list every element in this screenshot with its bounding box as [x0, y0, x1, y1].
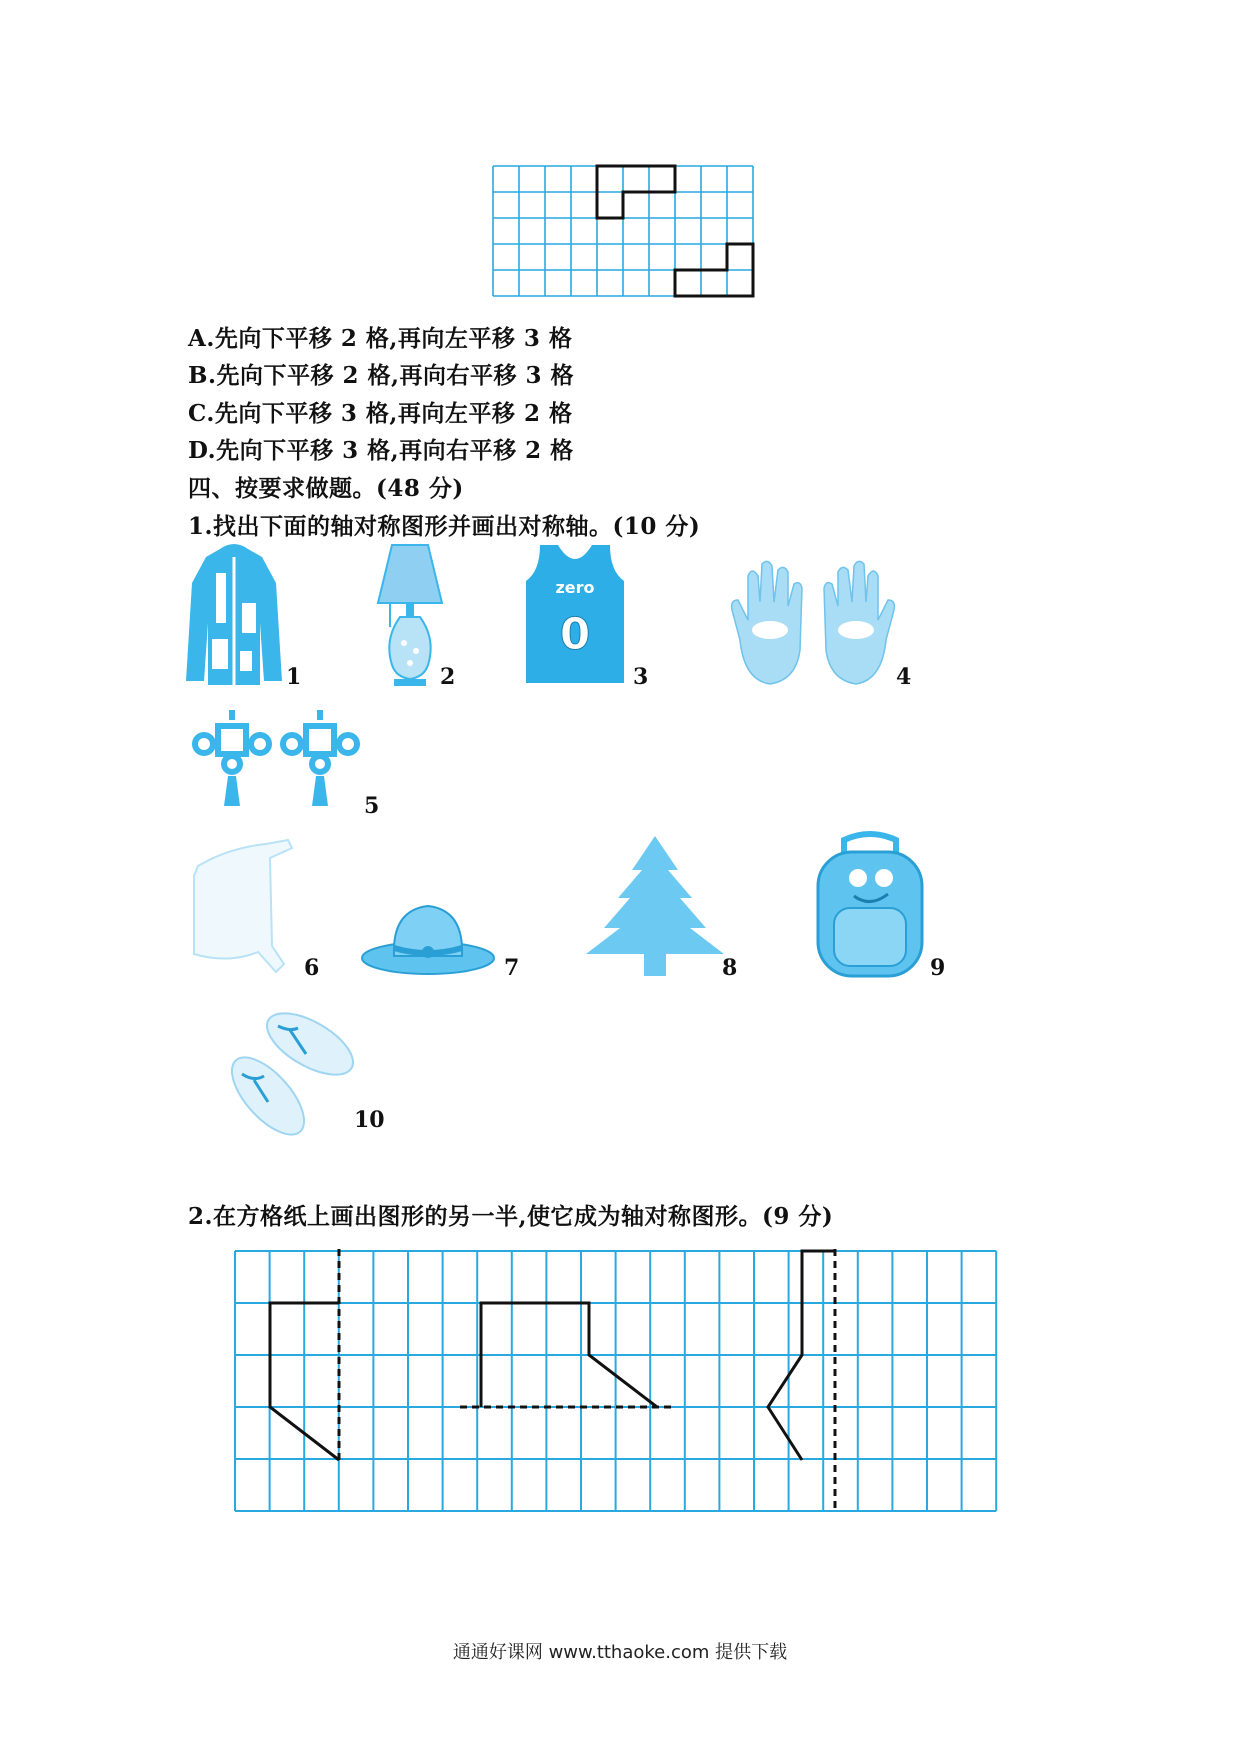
option-d[interactable]: D.先向下平移 3 格,再向右平移 2 格 — [188, 437, 574, 464]
option-a[interactable]: A.先向下平移 2 格,再向左平移 3 格 — [188, 325, 573, 352]
figure-number-10: 10 — [354, 1107, 385, 1133]
figure-number-3: 3 — [633, 664, 649, 690]
svg-text:zero: zero — [555, 578, 595, 597]
q2-title: 2.在方格纸上画出图形的另一半,使它成为轴对称图形。(9 分) — [188, 1203, 834, 1230]
figure-number-4: 4 — [896, 664, 912, 690]
footer-credit: 通通好课网 www.tthaoke.com 提供下载 — [452, 1642, 788, 1663]
option-c[interactable]: C.先向下平移 3 格,再向左平移 2 格 — [188, 400, 573, 427]
figure-number-2: 2 — [440, 664, 456, 690]
figure-number-8: 8 — [722, 955, 738, 981]
figure-number-1: 1 — [286, 664, 302, 690]
svg-text:0: 0 — [559, 609, 591, 660]
figure-number-7: 7 — [504, 955, 520, 981]
q1-title: 1.找出下面的轴对称图形并画出对称轴。(10 分) — [188, 513, 701, 540]
figure-number-6: 6 — [304, 955, 320, 981]
figure-number-9: 9 — [930, 955, 946, 981]
option-b[interactable]: B.先向下平移 2 格,再向右平移 3 格 — [188, 362, 574, 389]
section-4-heading: 四、按要求做题。(48 分) — [188, 475, 464, 502]
figure-number-5: 5 — [364, 793, 380, 819]
